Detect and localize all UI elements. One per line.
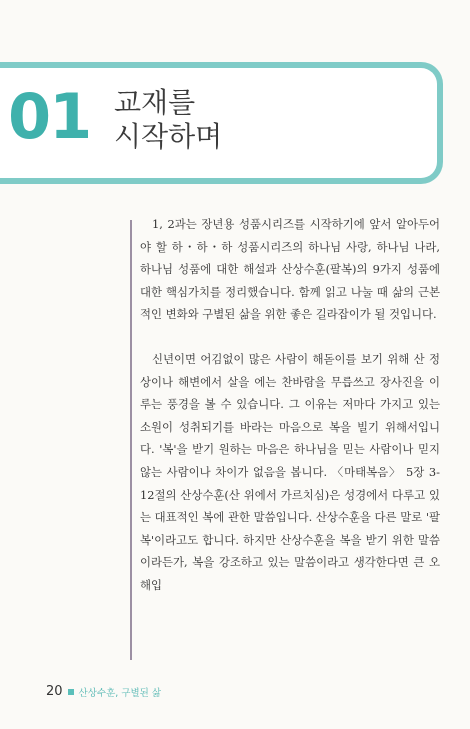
page-number: 20 (46, 684, 63, 699)
page-footer (46, 684, 161, 699)
running-title: 산상수훈, 구별된 삶 (78, 687, 162, 699)
body-text (140, 213, 440, 597)
chapter-title-line-1: 교재를 (114, 86, 196, 119)
chapter-title (114, 86, 222, 154)
chapter-title-line-2: 시작하며 (114, 120, 223, 153)
margin-rule (130, 220, 132, 660)
paragraph-intro: 1, 2과는 장년용 성품시리즈를 시작하기에 앞서 알아두어야 할 하・하・하 성품시리즈의 하나님 사랑, 하나님 나라, 하나님 성품에 대한 해설과 산상수훈(팔복)의 9가지 성품에 대한 핵심가치를 정리했습니다. 함께 읽고 나눌 때 삶의 근본적인 변화와 구별된 삶을 위한 좋은 길라잡이가 될 것입니다. (140, 217, 440, 322)
square-bullet-icon (68, 689, 74, 695)
chapter-number: 01 (8, 80, 91, 153)
paragraph-main: 신년이면 어김없이 많은 사람이 해돋이를 보기 위해 산 정상이나 해변에서 살을 에는 찬바람을 무릅쓰고 장사진을 이루는 풍경을 볼 수 있습니다. 그 이유는 저마다 가지고 있는 소원이 성취되기를 바라는 마음으로 복을 빌기 위해서입니다. '복'을 받기 원하는 마음은 하나님을 믿는 사람이나 믿지 않는 사람이나 차이가 없음을 봅니다. 〈마태복음〉 5장 3-12절의 산상수훈(산 위에서 가르치심)은 성경에서 다루고 있는 대표적인 복에 관한 말씀입니다. 산상수훈을 다른 말로 '팔복'이라고도 합니다. 하지만 산상수훈을 복을 받기 위한 말씀이라든가, 복을 강조하고 있는 말씀이라고 생각한다면 큰 오해입 (140, 351, 440, 592)
